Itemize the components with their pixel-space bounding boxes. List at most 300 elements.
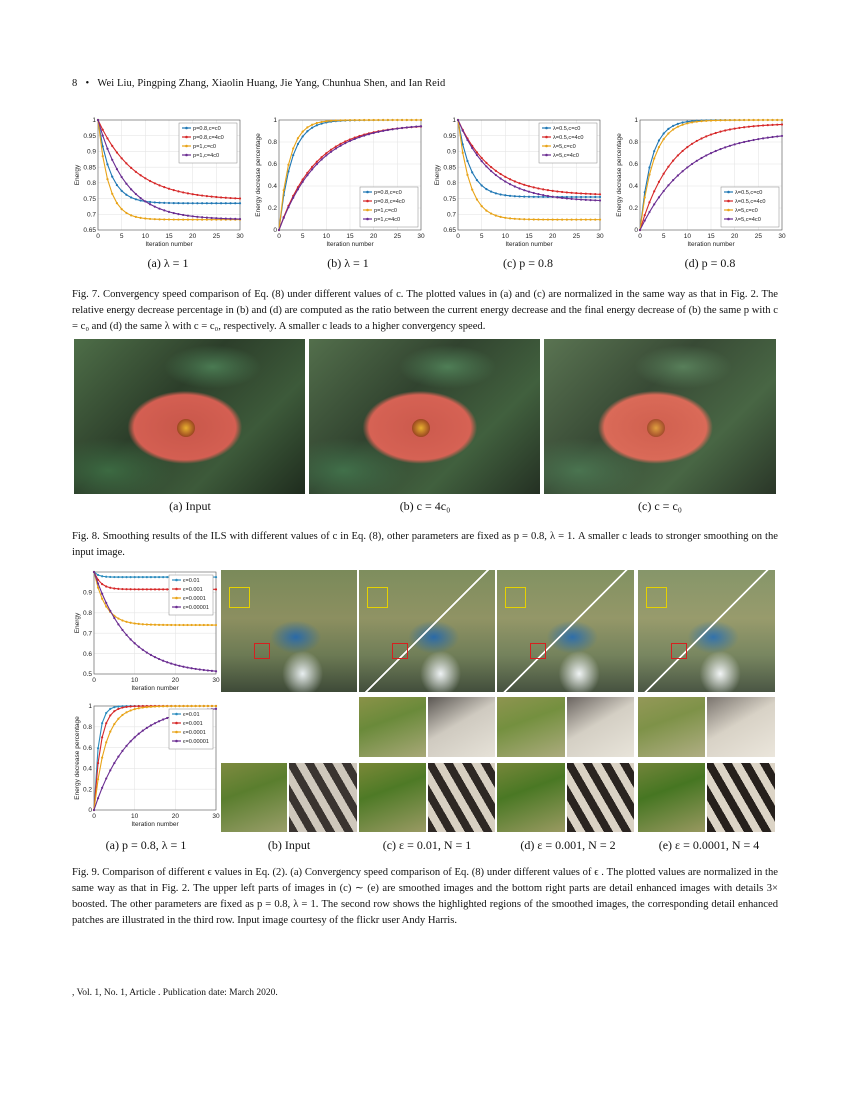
data-point (373, 132, 375, 134)
data-point (101, 787, 103, 789)
data-point (196, 194, 198, 196)
fig9-c-smoothed-feather-patch (428, 697, 495, 757)
data-point (117, 617, 119, 619)
data-point (504, 194, 506, 196)
data-point (537, 218, 539, 220)
data-point (239, 197, 241, 199)
fig7c-label: (c) p = 0.8 (502, 256, 554, 270)
data-point (178, 705, 180, 707)
y-axis-label: Energy (74, 164, 81, 186)
data-point (663, 190, 665, 192)
data-point (585, 219, 587, 221)
x-tick-label: 20 (171, 677, 179, 684)
data-point (211, 624, 213, 626)
data-point (523, 218, 525, 220)
data-point (401, 119, 403, 121)
fig9-d-enhanced-green-patch (497, 763, 565, 832)
data-point (691, 143, 693, 145)
data-point (178, 624, 180, 626)
y-tick-label: 0.8 (267, 139, 277, 147)
data-point (658, 146, 660, 148)
data-point (154, 656, 156, 658)
data-point (174, 664, 176, 666)
legend-marker (366, 218, 369, 221)
data-point (166, 705, 168, 707)
data-point (125, 212, 127, 214)
data-point (757, 125, 759, 127)
data-point (580, 196, 582, 198)
data-point (215, 202, 217, 204)
data-point (556, 190, 558, 192)
data-point (187, 215, 189, 217)
data-point (191, 667, 193, 669)
data-point (466, 174, 468, 176)
data-point (410, 119, 412, 121)
data-point (575, 192, 577, 194)
data-point (500, 173, 502, 175)
fig9b-label: (b) Input (267, 838, 311, 852)
fig9d-label: (d) ε = 0.001, N = 2 (520, 838, 616, 852)
x-tick-label: 30 (596, 233, 604, 240)
y-tick-label: 0.2 (628, 205, 638, 213)
data-point (547, 218, 549, 220)
data-point (234, 197, 236, 199)
data-point (715, 150, 717, 152)
data-point (738, 127, 740, 129)
data-point (134, 622, 136, 624)
data-point (101, 722, 103, 724)
y-tick-label: 0.75 (83, 195, 96, 203)
highlight-box-yellow (646, 587, 667, 608)
data-point (696, 140, 698, 142)
data-point (149, 180, 151, 182)
data-point (667, 128, 669, 130)
data-point (220, 196, 222, 198)
footer: , Vol. 1, No. 1, Article . Publication date: March 2020. (72, 988, 278, 998)
data-point (719, 148, 721, 150)
data-point (225, 197, 227, 199)
data-point (121, 190, 123, 192)
data-point (528, 185, 530, 187)
legend-entry: p=0.8,c=c0 (374, 190, 402, 196)
legend-entry: p=0.8,c=c0 (193, 126, 221, 132)
data-point (207, 669, 209, 671)
data-point (724, 119, 726, 121)
data-point (691, 121, 693, 123)
data-point (776, 124, 778, 126)
data-point (106, 137, 108, 139)
data-point (490, 170, 492, 172)
data-point (566, 197, 568, 199)
data-point (116, 202, 118, 204)
fig9-e-smoothed-green-patch (638, 697, 705, 757)
data-point (207, 705, 209, 707)
data-point (138, 707, 140, 709)
data-point (142, 730, 144, 732)
data-point (182, 218, 184, 220)
data-point (109, 610, 111, 612)
fig9-c-enhanced-feather-patch (428, 763, 495, 832)
legend-marker (366, 191, 369, 194)
data-point (93, 809, 95, 811)
x-tick-label: 20 (189, 233, 197, 240)
data-point (158, 184, 160, 186)
data-point (192, 219, 194, 221)
data-point (142, 588, 144, 590)
data-point (571, 196, 573, 198)
data-point (113, 762, 115, 764)
data-point (178, 665, 180, 667)
fig8-cc0-image (544, 339, 776, 494)
data-point (509, 183, 511, 185)
legend-marker (727, 200, 730, 203)
data-point (481, 205, 483, 207)
data-point (187, 219, 189, 221)
data-point (753, 119, 755, 121)
data-point (639, 229, 641, 231)
data-point (653, 157, 655, 159)
data-point (415, 119, 417, 121)
legend-marker (727, 218, 730, 221)
data-point (174, 624, 176, 626)
data-point (589, 219, 591, 221)
data-point (753, 139, 755, 141)
data-point (533, 186, 535, 188)
x-tick-label: 30 (778, 233, 786, 240)
y-tick-label: 0.6 (267, 161, 277, 169)
data-point (518, 195, 520, 197)
data-point (691, 163, 693, 165)
data-point (97, 582, 99, 584)
data-point (648, 201, 650, 203)
fig9-input-green-patch (221, 763, 287, 832)
data-point (700, 157, 702, 159)
data-point (734, 119, 736, 121)
highlight-box-red (392, 643, 408, 659)
data-point (154, 705, 156, 707)
data-point (192, 193, 194, 195)
data-point (177, 218, 179, 220)
data-point (239, 202, 241, 204)
data-point (776, 135, 778, 137)
data-point (182, 191, 184, 193)
legend-entry: λ=5,c=c0 (553, 144, 576, 150)
data-point (134, 588, 136, 590)
data-point (121, 588, 123, 590)
data-point (495, 192, 497, 194)
data-point (154, 218, 156, 220)
data-point (138, 623, 140, 625)
data-point (686, 146, 688, 148)
y-tick-label: 0.4 (628, 183, 638, 191)
y-tick-label: 0.65 (83, 227, 96, 235)
data-point (589, 196, 591, 198)
legend-marker (545, 136, 548, 139)
x-tick-label: 15 (165, 233, 173, 240)
data-point (158, 658, 160, 660)
y-axis-label: Energy decrease percentage (74, 716, 81, 800)
data-point (748, 126, 750, 128)
y-tick-label: 0.5 (82, 671, 92, 679)
fig9a-energy-chart (72, 566, 220, 700)
data-point (170, 624, 172, 626)
y-tick-label: 0.8 (446, 180, 456, 188)
legend-entry: ϵ=0.001 (183, 721, 203, 727)
data-point (729, 145, 731, 147)
legend-entry: λ=0.5,c=c0 (735, 190, 763, 196)
data-point (297, 137, 299, 139)
x-tick-label: 10 (501, 233, 509, 240)
legend-marker (175, 606, 178, 609)
fig9-c-enhanced-green-patch (359, 763, 426, 832)
highlight-box-red (254, 643, 270, 659)
data-point (719, 119, 721, 121)
data-point (163, 209, 165, 211)
data-point (523, 184, 525, 186)
x-tick-label: 5 (661, 233, 666, 240)
data-point (130, 188, 132, 190)
data-point (373, 119, 375, 121)
legend-entry: ϵ=0.001 (183, 587, 203, 593)
legend-marker (175, 597, 178, 600)
data-point (125, 745, 127, 747)
y-tick-label: 0 (88, 807, 92, 815)
data-point (215, 196, 217, 198)
legend-entry: p=1,c=c0 (193, 144, 217, 150)
data-point (134, 736, 136, 738)
data-point (196, 216, 198, 218)
data-point (101, 583, 103, 585)
data-point (144, 217, 146, 219)
data-point (154, 624, 156, 626)
data-point (585, 196, 587, 198)
x-tick-label: 15 (707, 233, 715, 240)
x-tick-label: 20 (549, 233, 557, 240)
legend-marker (727, 191, 730, 194)
data-point (158, 202, 160, 204)
data-point (106, 178, 108, 180)
data-point (599, 219, 601, 221)
data-point (105, 722, 107, 724)
data-point (283, 189, 285, 191)
data-point (589, 193, 591, 195)
legend-entry: λ=0.5,c=4c0 (735, 199, 766, 205)
data-point (150, 706, 152, 708)
legend-entry: λ=0.5,c=c0 (553, 126, 581, 132)
data-point (556, 219, 558, 221)
data-point (130, 576, 132, 578)
data-point (105, 605, 107, 607)
data-point (734, 128, 736, 130)
y-tick-label: 0.6 (82, 650, 92, 658)
data-point (302, 135, 304, 137)
data-point (771, 124, 773, 126)
data-point (504, 176, 506, 178)
data-point (207, 624, 209, 626)
legend-marker (175, 588, 178, 591)
data-point (387, 119, 389, 121)
data-point (158, 720, 160, 722)
data-point (514, 195, 516, 197)
data-point (177, 213, 179, 215)
data-point (335, 119, 337, 121)
data-point (743, 119, 745, 121)
data-point (121, 208, 123, 210)
data-point (168, 188, 170, 190)
data-point (117, 756, 119, 758)
data-point (97, 762, 99, 764)
data-point (215, 588, 217, 590)
data-point (211, 670, 213, 672)
data-point (101, 757, 103, 759)
data-point (575, 198, 577, 200)
data-point (710, 152, 712, 154)
data-point (757, 138, 759, 140)
data-point (292, 154, 294, 156)
x-tick-label: 10 (141, 233, 149, 240)
data-point (382, 130, 384, 132)
fig8c-label: (c) c = c₀ (638, 499, 682, 513)
data-point (306, 174, 308, 176)
data-point (330, 151, 332, 153)
data-point (140, 217, 142, 219)
data-point (415, 125, 417, 127)
data-point (396, 128, 398, 130)
data-point (330, 149, 332, 151)
data-point (677, 154, 679, 156)
data-point (644, 196, 646, 198)
data-point (715, 132, 717, 134)
data-point (102, 129, 104, 131)
fig7c-chart (432, 114, 604, 254)
data-point (111, 176, 113, 178)
data-point (495, 214, 497, 216)
x-axis-label: Iteration number (131, 685, 179, 692)
data-point (134, 708, 136, 710)
data-point (195, 705, 197, 707)
fig8-c4c0-image (309, 339, 540, 494)
data-point (311, 166, 313, 168)
data-point (158, 208, 160, 210)
data-point (174, 705, 176, 707)
data-point (481, 157, 483, 159)
data-point (97, 797, 99, 799)
data-point (97, 574, 99, 576)
data-point (781, 123, 783, 125)
data-point (170, 662, 172, 664)
x-tick-label: 0 (92, 677, 96, 684)
data-point (146, 706, 148, 708)
data-point (125, 588, 127, 590)
data-point (311, 127, 313, 129)
data-point (163, 202, 165, 204)
data-point (457, 119, 459, 121)
legend-entry: p=1,c=4c0 (193, 153, 220, 159)
data-point (476, 179, 478, 181)
legend-entry: p=0.8,c=4c0 (374, 199, 405, 205)
data-point (292, 147, 294, 149)
data-point (158, 218, 160, 220)
data-point (677, 123, 679, 125)
data-point (542, 218, 544, 220)
data-point (575, 219, 577, 221)
legend-marker (185, 127, 188, 130)
data-point (199, 668, 201, 670)
data-point (125, 634, 127, 636)
data-point (495, 170, 497, 172)
fig8b-label: (b) c = 4c₀ (399, 499, 451, 513)
x-tick-label: 0 (456, 233, 460, 240)
data-point (138, 588, 140, 590)
data-point (663, 173, 665, 175)
fig9a-label: (a) p = 0.8, λ = 1 (105, 838, 187, 852)
data-point (150, 576, 152, 578)
data-point (466, 160, 468, 162)
data-point (566, 219, 568, 221)
data-point (116, 184, 118, 186)
legend-entry: ϵ=0.0001 (183, 730, 206, 736)
y-axis-label: Energy (434, 164, 441, 186)
data-point (392, 119, 394, 121)
highlight-box-red (671, 643, 687, 659)
data-point (594, 193, 596, 195)
data-point (117, 708, 119, 710)
fig9-d-smoothed-feather-patch (567, 697, 634, 757)
data-point (97, 747, 99, 749)
data-point (121, 629, 123, 631)
legend-marker (545, 154, 548, 157)
data-point (311, 124, 313, 126)
y-tick-label: 0 (634, 227, 638, 235)
data-point (738, 142, 740, 144)
x-tick-label: 25 (393, 233, 401, 240)
data-point (644, 214, 646, 216)
data-point (762, 119, 764, 121)
x-tick-label: 0 (277, 233, 281, 240)
data-point (149, 203, 151, 205)
data-point (130, 740, 132, 742)
fig8-caption: Fig. 8. Smoothing results of the ILS with different values of c in Eq. (8), other parameters are fixed as p = 0.8, λ = 1. A smaller c leads to stronger smoothing on the input image. (72, 531, 778, 558)
data-point (278, 229, 280, 231)
x-tick-label: 20 (171, 813, 179, 820)
data-point (283, 217, 285, 219)
data-point (663, 138, 665, 140)
data-point (485, 209, 487, 211)
data-point (105, 741, 107, 743)
data-point (234, 218, 236, 220)
legend-marker (175, 731, 178, 734)
data-point (225, 202, 227, 204)
data-point (495, 174, 497, 176)
data-point (599, 193, 601, 195)
data-point (757, 119, 759, 121)
data-point (163, 218, 165, 220)
data-point (561, 197, 563, 199)
data-point (162, 705, 164, 707)
data-point (561, 219, 563, 221)
data-point (135, 216, 137, 218)
data-point (514, 180, 516, 182)
data-point (117, 588, 119, 590)
y-tick-label: 0.2 (267, 205, 277, 213)
data-point (547, 195, 549, 197)
data-point (199, 624, 201, 626)
data-point (316, 163, 318, 165)
fig9-c-bird-image (359, 570, 495, 692)
data-point (146, 576, 148, 578)
fig7a-chart (72, 114, 244, 254)
data-point (481, 184, 483, 186)
